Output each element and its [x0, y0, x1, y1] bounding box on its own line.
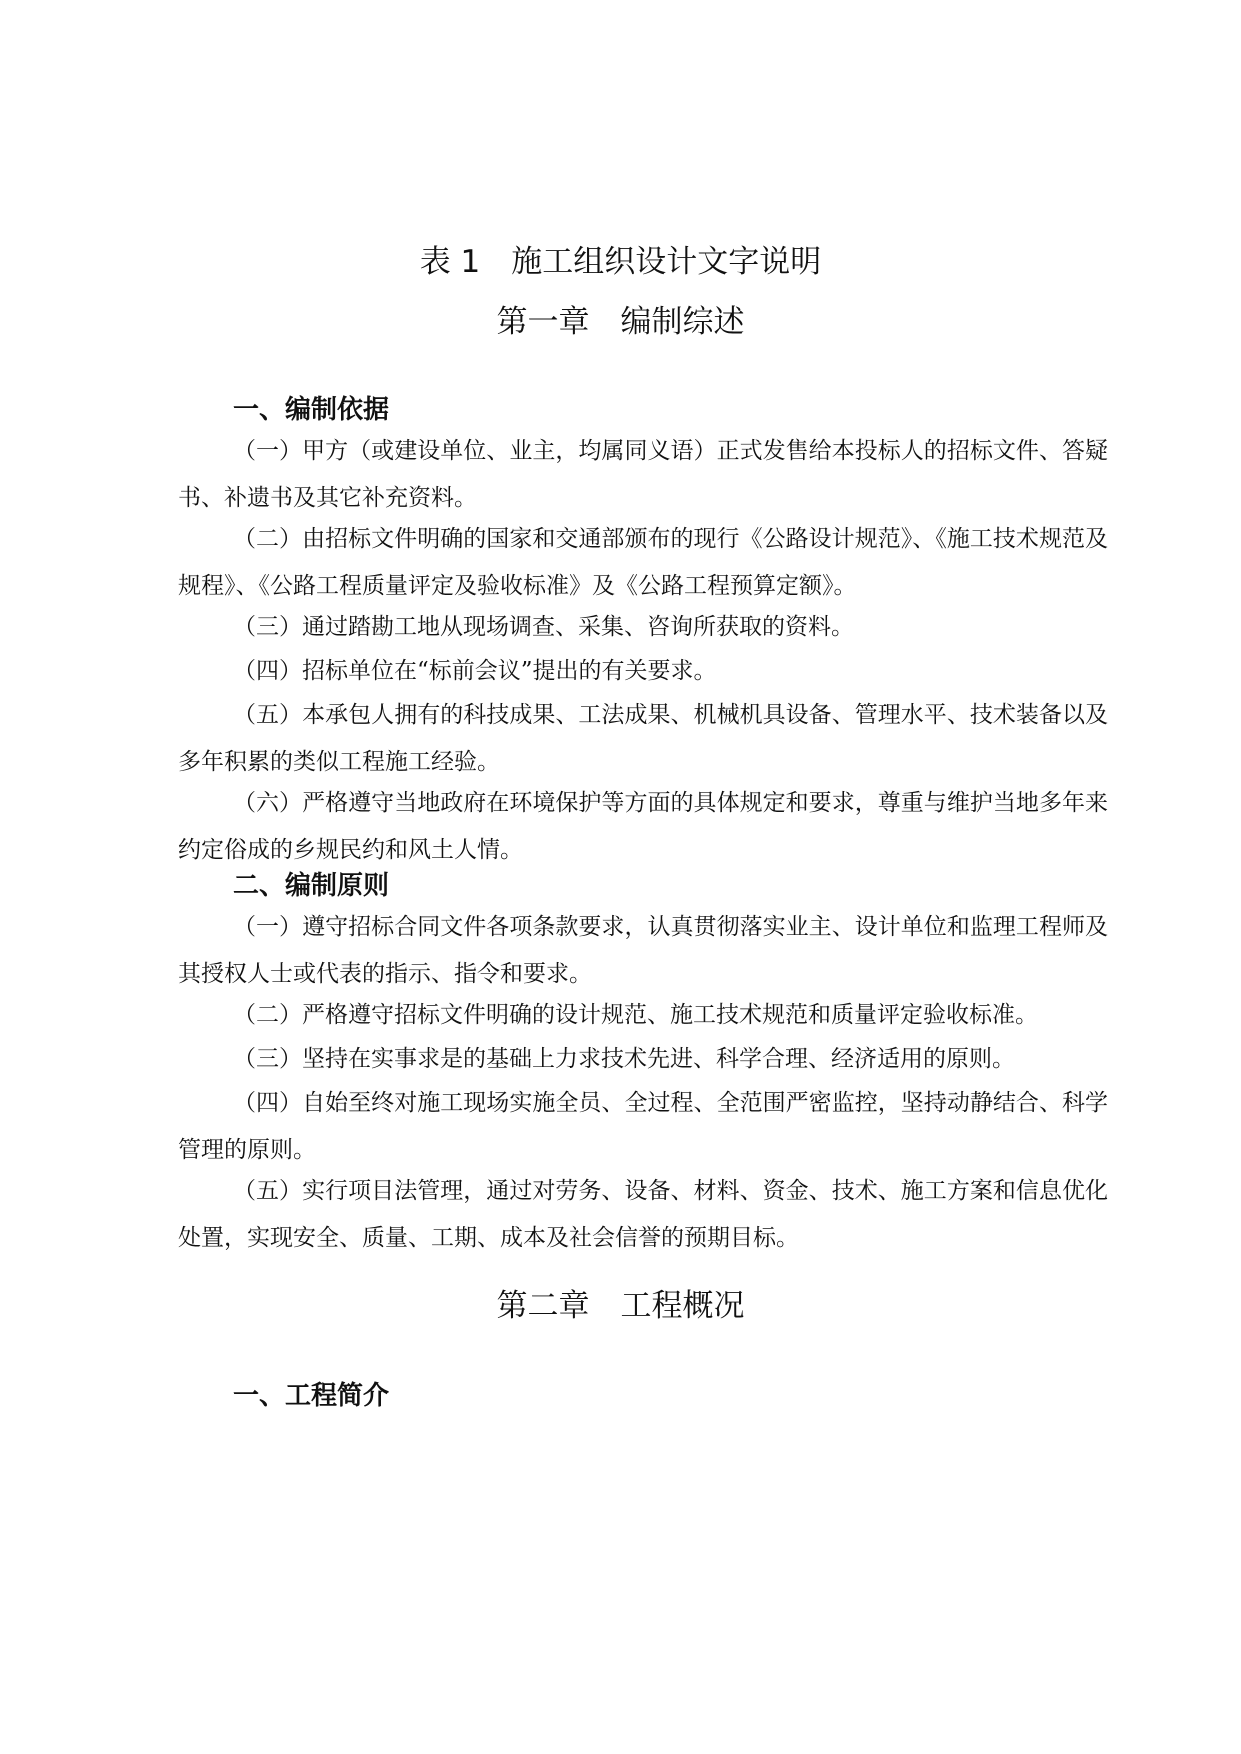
chapter-2-title: 第二章 工程概况	[496, 1288, 745, 1324]
basis-item-1: （一）甲方（或建设单位、业主，均属同义语）正式发售给本投标人的招标文件、答疑书、补遗书及其它补充资料。	[178, 438, 1108, 511]
principle-item-5: （五）实行项目法管理，通过对劳务、设备、材料、资金、技术、施工方案和信息优化处置，实现安全、质量、工期、成本及社会信誉的预期目标。	[178, 1178, 1108, 1251]
chapter-1-title: 第一章 编制综述	[496, 304, 745, 340]
basis-item-5: （五）本承包人拥有的科技成果、工法成果、机械机具设备、管理水平、技术装备以及多年积累的类似工程施工经验。	[178, 702, 1108, 775]
principle-item-2: （二）严格遵守招标文件明确的设计规范、施工技术规范和质量评定验收标准。	[233, 1002, 1038, 1028]
section-principles-heading: 二、编制原则	[233, 871, 390, 901]
basis-item-3: （三）通过踏勘工地从现场调查、采集、咨询所获取的资料。	[233, 614, 854, 640]
section-basis-heading: 一、编制依据	[233, 395, 390, 425]
section-project-intro-heading: 一、工程简介	[233, 1381, 390, 1411]
table-title: 表 1 施工组织设计文字说明	[419, 244, 822, 280]
principle-item-4: （四）自始至终对施工现场实施全员、全过程、全范围严密监控，坚持动静结合、科学管理的原则。	[178, 1090, 1108, 1163]
principle-item-1: （一）遵守招标合同文件各项条款要求，认真贯彻落实业主、设计单位和监理工程师及其授权人士或代表的指示、指令和要求。	[178, 914, 1108, 987]
basis-item-2: （二）由招标文件明确的国家和交通部颁布的现行《公路设计规范》、《施工技术规范及规程》、《公路工程质量评定及验收标准》及《公路工程预算定额》。	[178, 526, 1108, 599]
basis-item-4: （四）招标单位在“标前会议”提出的有关要求。	[233, 658, 717, 684]
basis-item-6: （六）严格遵守当地政府在环境保护等方面的具体规定和要求，尊重与维护当地多年来约定俗成的乡规民约和风土人情。	[178, 790, 1108, 863]
principle-item-3: （三）坚持在实事求是的基础上力求技术先进、科学合理、经济适用的原则。	[233, 1046, 1015, 1072]
